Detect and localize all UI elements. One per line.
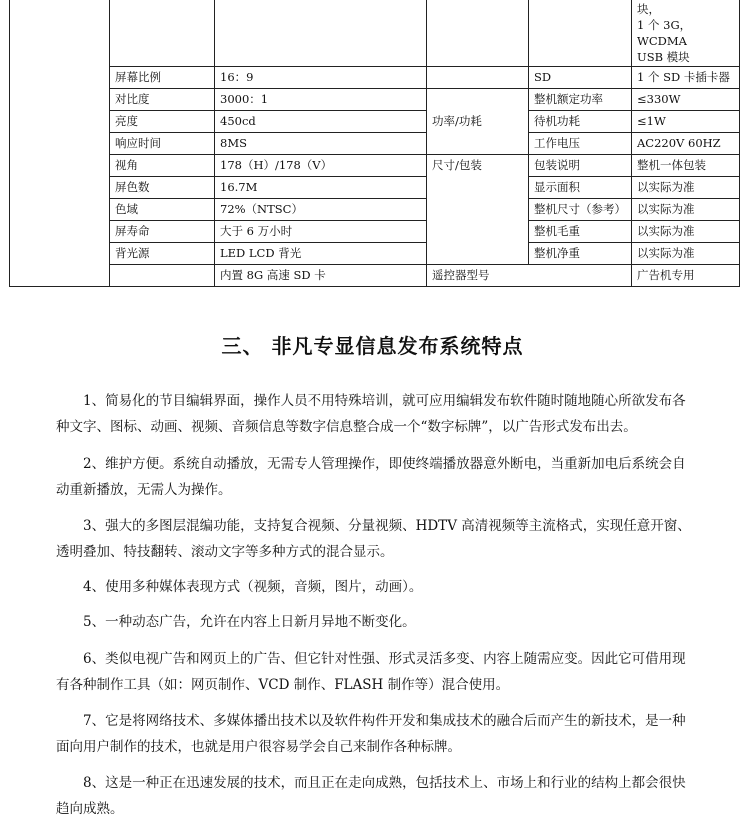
table-row [10, 177, 740, 199]
spec-value: 大于 6 万小时 [215, 221, 427, 243]
spec-label: 整机尺寸（参考） [529, 199, 632, 221]
table-cell [10, 0, 110, 287]
spec-value: ≤330W [632, 89, 740, 111]
table-cell [529, 0, 632, 67]
spec-value: AC220V 60HZ [632, 133, 740, 155]
spec-label: 对比度 [110, 89, 215, 111]
spec-value: 广告机专用 [632, 265, 740, 287]
table-row [10, 67, 740, 89]
table-row [10, 0, 740, 67]
spec-label: 亮度 [110, 111, 215, 133]
table-cell [427, 0, 529, 67]
table-row [10, 133, 740, 155]
paragraph-8: 8、这是一种正在迅速发展的技术，而且正在走向成熟，包括技术上、市场上和行业的结构上都会很快趋向成熟。 [56, 775, 686, 817]
spec-value: 450cd [215, 111, 427, 133]
note-line: USB 模块 [637, 50, 690, 64]
table-cell [427, 67, 529, 89]
spec-label: 包装说明 [529, 155, 632, 177]
spec-label: 屏色数 [110, 177, 215, 199]
paragraph-6: 6、类似电视广告和网页上的广告、但它针对性强、形式灵活多变、内容上随需应变。因此它可借用现有各种制作工具（如：网页制作、VCD 制作、FLASH 制作等）混合使用。 [56, 651, 686, 693]
spec-label: 整机额定功率 [529, 89, 632, 111]
spec-label: 背光源 [110, 243, 215, 265]
table-row [10, 111, 740, 133]
paragraph-2: 2、维护方便。系统自动播放，无需专人管理操作，即使终端播放器意外断电，当重新加电后系统会自动重新播放，无需人为操作。 [56, 456, 686, 498]
spec-label: 工作电压 [529, 133, 632, 155]
spec-value: 178（H）/178（V） [215, 155, 427, 177]
spec-label: 屏寿命 [110, 221, 215, 243]
spec-label: 色域 [110, 199, 215, 221]
spec-value: 3000：1 [215, 89, 427, 111]
spec-value: 以实际为准 [632, 221, 740, 243]
table-cell [110, 0, 215, 67]
spec-label: 遥控器型号 [427, 265, 632, 287]
section-title: 三、 非凡专显信息发布系统特点 [221, 334, 524, 358]
table-row [10, 221, 740, 243]
spec-value: 16.7M [215, 177, 427, 199]
paragraph-5: 5、一种动态广告，允许在内容上日新月异地不断变化。 [83, 614, 416, 630]
table-row [10, 243, 740, 265]
spec-label: 屏幕比例 [110, 67, 215, 89]
table-row [10, 89, 740, 111]
spec-label: SD [529, 67, 632, 89]
table-row [10, 155, 740, 177]
paragraph-1: 1、简易化的节目编辑界面，操作人员不用特殊培训，就可应用编辑发布软件随时随地随心所欲发布各种文字、图标、动画、视频、音频信息等数字信息整合成一个“数字标牌”，以广告形式发布出去。 [56, 393, 686, 435]
spec-label: 响应时间 [110, 133, 215, 155]
spec-label: 待机功耗 [529, 111, 632, 133]
spec-value: 1 个 SD 卡插卡器 [632, 67, 740, 89]
table-row [10, 265, 740, 287]
group-label-size: 尺寸/包装 [427, 155, 529, 265]
spec-value: 以实际为准 [632, 243, 740, 265]
table-cell [110, 265, 215, 287]
spec-label: 整机净重 [529, 243, 632, 265]
spec-value: 整机一体包装 [632, 155, 740, 177]
spec-value: 以实际为准 [632, 177, 740, 199]
table-cell-note [632, 0, 740, 67]
paragraph-3: 3、强大的多图层混编功能，支持复合视频、分量视频、HDTV 高清视频等主流格式，实现任意开窗、透明叠加、特技翻转、滚动文字等多种方式的混合显示。 [56, 518, 691, 560]
spec-label: 显示面积 [529, 177, 632, 199]
spec-value: LED LCD 背光 [215, 243, 427, 265]
note-line: 块， [637, 2, 660, 16]
spec-value: 8MS [215, 133, 427, 155]
spec-value: 16：9 [215, 67, 427, 89]
spec-value: 72%（NTSC） [215, 199, 427, 221]
spec-value: 内置 8G 高速 SD 卡 [215, 265, 427, 287]
spec-label: 视角 [110, 155, 215, 177]
spec-table [9, 0, 740, 287]
note-line: 1 个 3G，WCDMA [637, 18, 692, 48]
table-cell [215, 0, 427, 67]
paragraph-7: 7、它是将网络技术、多媒体播出技术以及软件构件开发和集成技术的融合后而产生的新技术，是一种面向用户制作的技术，也就是用户很容易学会自己来制作各种标牌。 [56, 713, 686, 755]
table-row [10, 199, 740, 221]
paragraph-4: 4、使用多种媒体表现方式（视频，音频，图片，动画）。 [83, 579, 423, 595]
spec-label: 整机毛重 [529, 221, 632, 243]
spec-value: ≤1W [632, 111, 740, 133]
spec-value: 以实际为准 [632, 199, 740, 221]
group-label-power: 功率/功耗 [427, 89, 529, 155]
